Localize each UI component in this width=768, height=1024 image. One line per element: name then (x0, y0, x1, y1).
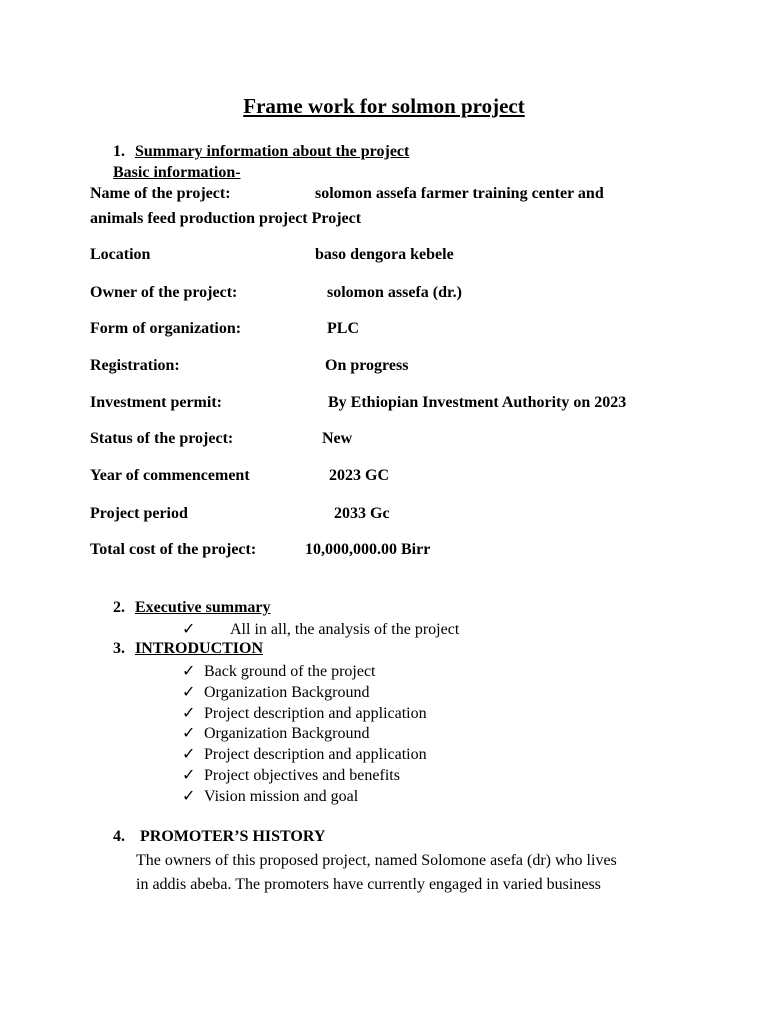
section-3-number: 3. (113, 640, 125, 657)
check-icon: ✓ (182, 767, 196, 784)
investment-permit-value: By Ethiopian Investment Authority on 2023 (328, 394, 627, 411)
section-3-title: INTRODUCTION (135, 640, 264, 657)
list-item-text: Project objectives and benefits (204, 767, 400, 784)
project-period-label: Project period (90, 505, 188, 522)
status-value: New (322, 430, 353, 447)
check-icon: ✓ (182, 663, 196, 680)
document-title: Frame work for solmon project (243, 94, 525, 118)
list-item (182, 619, 459, 639)
project-name-label: Name of the project: (90, 185, 231, 202)
section-2-heading (113, 599, 271, 617)
project-name-value: solomon assefa farmer training center and (315, 185, 604, 202)
commencement-value: 2023 GC (329, 467, 389, 484)
total-cost-label: Total cost of the project: (90, 541, 257, 558)
list-item (182, 786, 358, 806)
investment-permit-label: Investment permit: (90, 394, 222, 411)
check-icon: ✓ (182, 705, 196, 722)
section-4-title: PROMOTER’S HISTORY (140, 828, 326, 845)
list-item (182, 703, 427, 723)
check-icon: ✓ (182, 746, 196, 763)
list-item (182, 765, 400, 785)
section-1-number: 1. (113, 143, 125, 160)
promoter-paragraph-line: The owners of this proposed project, named Solomone asefa (dr) who lives (136, 852, 617, 869)
list-item (182, 723, 369, 743)
project-name-continuation: animals feed production project Project (90, 210, 362, 227)
status-label: Status of the project: (90, 430, 234, 447)
form-of-organization-label: Form of organization: (90, 320, 242, 337)
section-3-heading (113, 640, 263, 658)
registration-value: On progress (325, 357, 409, 374)
list-item (182, 661, 376, 681)
commencement-label: Year of commencement (90, 467, 250, 484)
section-2-title: Executive summary (135, 599, 271, 616)
section-2-number: 2. (113, 599, 125, 616)
section-4-heading (113, 828, 325, 846)
owner-value: solomon assefa (dr.) (327, 284, 462, 301)
list-item-text: All in all, the analysis of the project (230, 621, 460, 638)
owner-label: Owner of the project: (90, 284, 238, 301)
check-icon: ✓ (182, 621, 196, 638)
check-icon: ✓ (182, 788, 196, 805)
project-period-value: 2033 Gc (334, 505, 390, 522)
list-item-text: Vision mission and goal (204, 788, 359, 805)
list-item-text: Organization Background (204, 684, 370, 701)
list-item-text: Project description and application (204, 746, 427, 763)
section-1-heading (113, 143, 409, 161)
location-value: baso dengora kebele (315, 246, 454, 263)
check-icon: ✓ (182, 684, 196, 701)
list-item-text: Organization Background (204, 725, 370, 742)
check-icon: ✓ (182, 725, 196, 742)
section-1-title: Summary information about the project (135, 143, 410, 160)
list-item-text: Back ground of the project (204, 663, 376, 680)
list-item (182, 744, 427, 764)
section-4-number: 4. (113, 828, 125, 845)
promoter-paragraph-line: in addis abeba. The promoters have currently engaged in varied business (136, 876, 601, 893)
total-cost-value: 10,000,000.00 Birr (305, 541, 431, 558)
basic-information-heading: Basic information- (113, 164, 241, 181)
location-label: Location (90, 246, 151, 263)
list-item (182, 682, 369, 702)
registration-label: Registration: (90, 357, 180, 374)
form-of-organization-value: PLC (327, 320, 359, 337)
list-item-text: Project description and application (204, 705, 427, 722)
